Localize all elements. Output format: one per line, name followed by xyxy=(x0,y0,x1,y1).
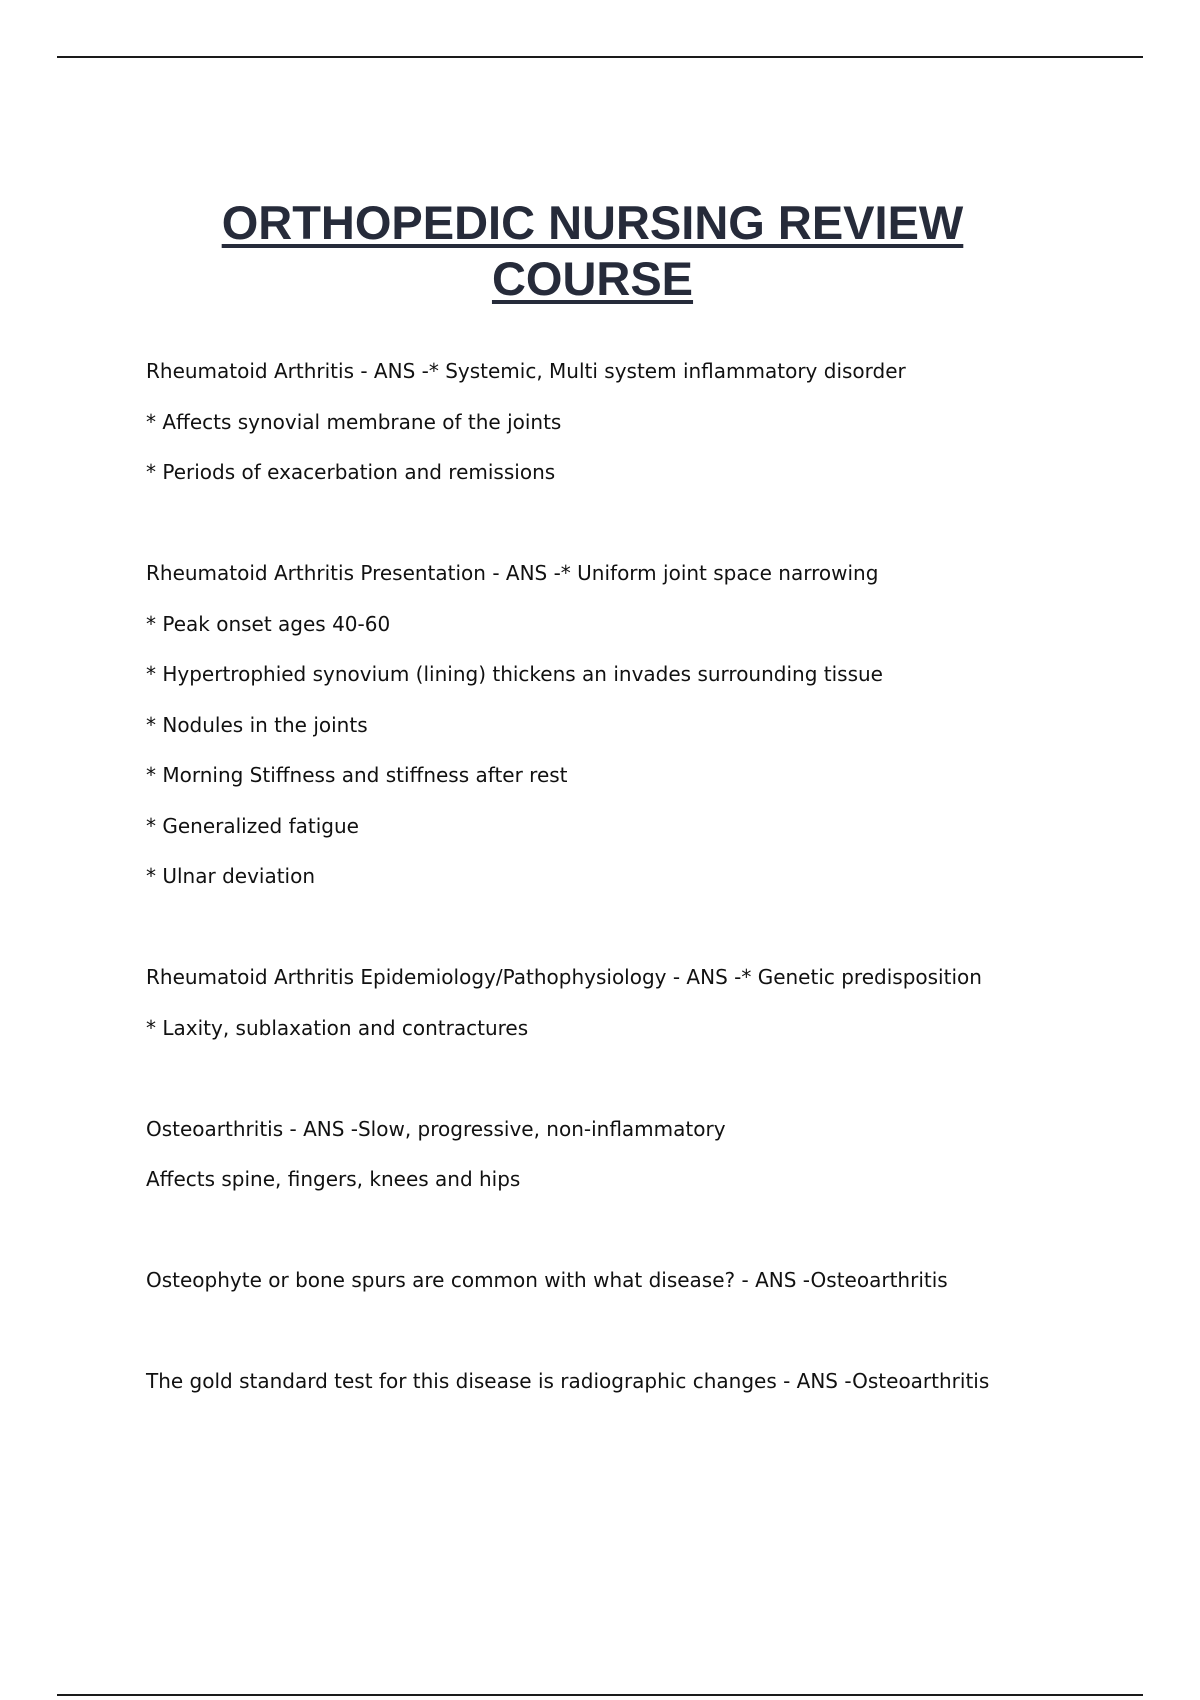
text-line: * Hypertrophied synovium (lining) thickens an invades surrounding tissue xyxy=(146,662,883,686)
text-line: * Generalized fatigue xyxy=(146,813,359,838)
text-line: * Ulnar deviation xyxy=(146,864,316,888)
text-line: * Nodules in the joints xyxy=(146,712,368,737)
document-body xyxy=(146,356,1146,1417)
document-title xyxy=(0,195,1185,307)
text-line: * Affects synovial membrane of the joints xyxy=(146,409,562,434)
text-line: Rheumatoid Arthritis Presentation - ANS -* Uniform joint space narrowing xyxy=(146,561,879,585)
block-gap xyxy=(146,508,1146,559)
text-line: * Periods of exacerbation and remissions xyxy=(146,460,556,484)
block-gap xyxy=(146,912,1146,963)
text-line: * Laxity, sublaxation and contractures xyxy=(146,1015,529,1040)
title-line-2: COURSE xyxy=(491,252,694,305)
text-line: * Morning Stiffness and stiffness after rest xyxy=(146,763,568,787)
block-gap xyxy=(146,1215,1146,1266)
text-line: Rheumatoid Arthritis Epidemiology/Pathophysiology - ANS -* Genetic predisposition xyxy=(146,965,982,989)
text-line: Osteoarthritis - ANS -Slow, progressive, non-inflammatory xyxy=(146,1116,726,1141)
text-line: Affects spine, fingers, knees and hips xyxy=(146,1167,521,1191)
block-gap xyxy=(146,1316,1146,1367)
title-line-1: ORTHOPEDIC NURSING REVIEW xyxy=(221,196,964,249)
text-line: The gold standard test for this disease is radiographic changes - ANS -Osteoarthritis xyxy=(146,1369,990,1393)
block-gap xyxy=(146,1063,1146,1114)
text-line: * Peak onset ages 40-60 xyxy=(146,611,391,636)
text-line: Rheumatoid Arthritis - ANS -* Systemic, Multi system inflammatory disorder xyxy=(146,359,906,383)
bottom-rule xyxy=(57,1694,1143,1696)
top-rule xyxy=(57,56,1143,58)
text-line: Osteophyte or bone spurs are common with what disease? - ANS -Osteoarthritis xyxy=(146,1268,948,1292)
